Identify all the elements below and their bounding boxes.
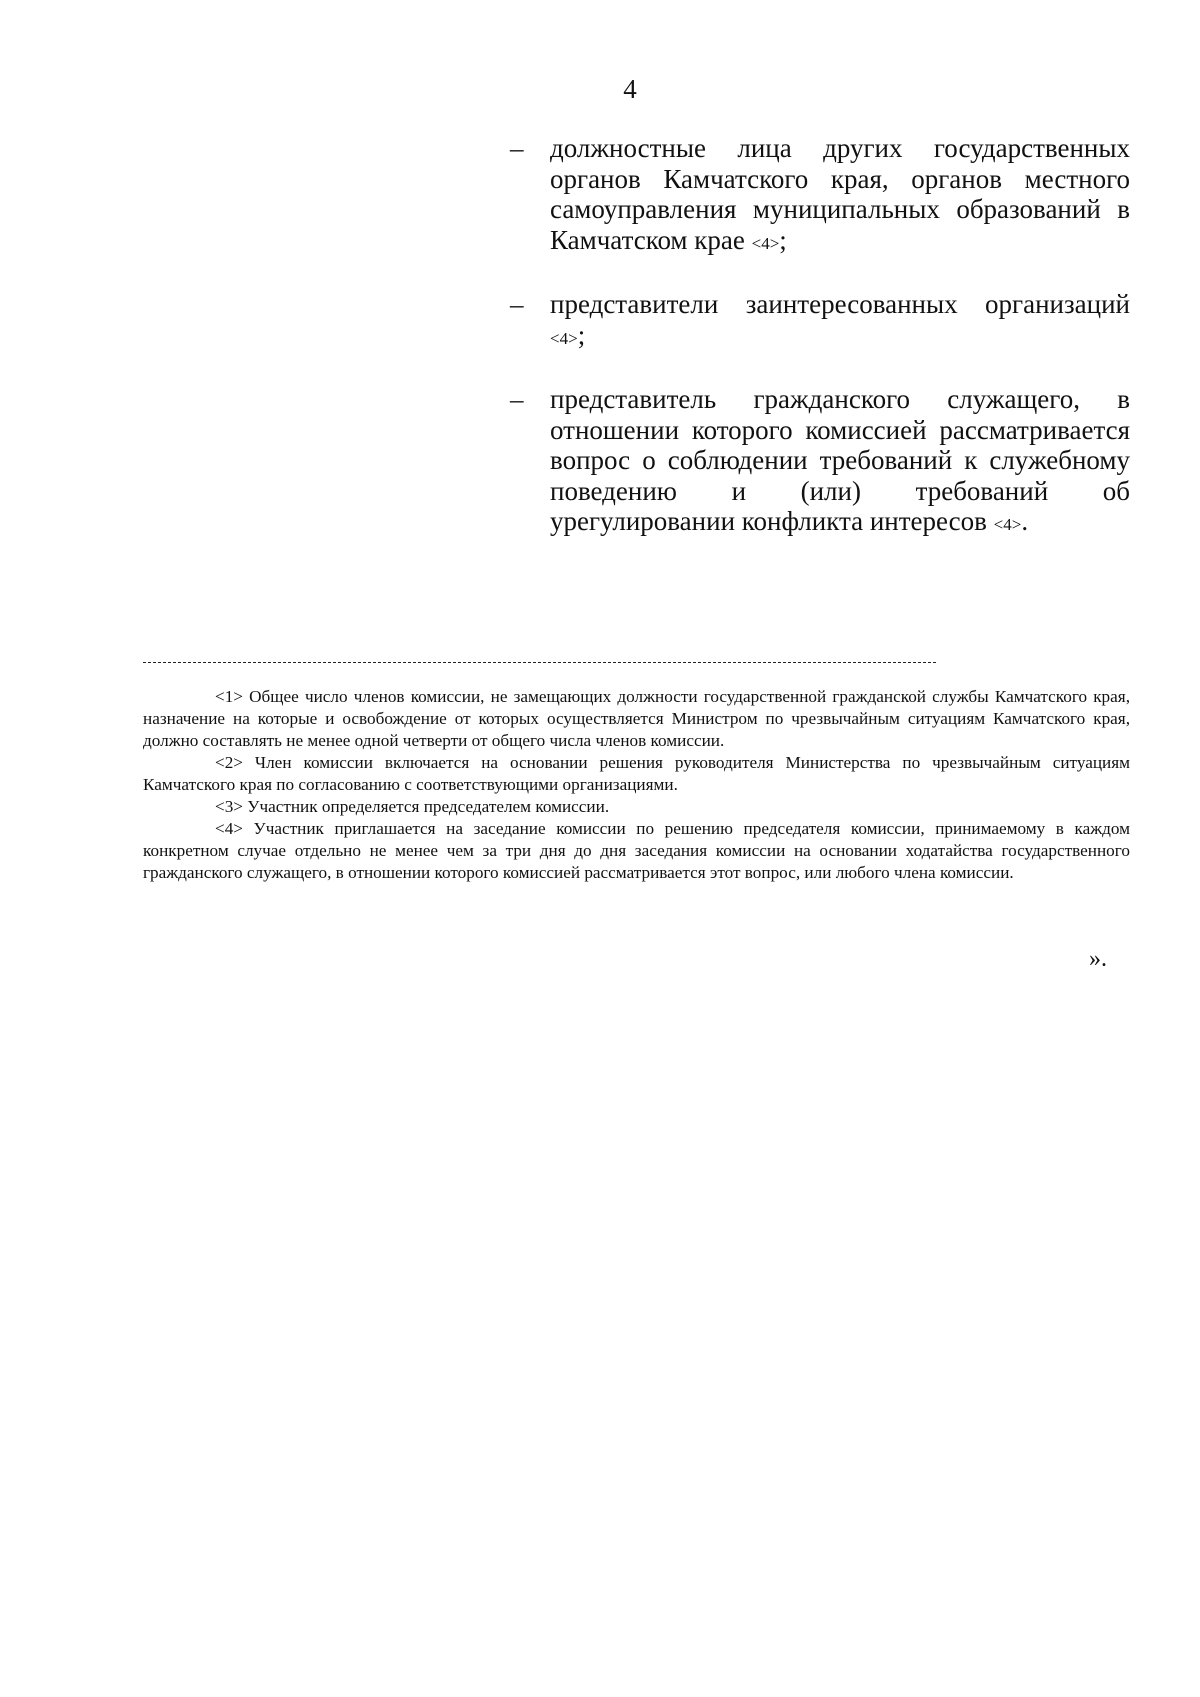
page-number: 4: [623, 74, 637, 104]
footnote-2: <2> Член комиссии включается на основании решения руководителя Министерства по чрезвычайным ситуациям Камчатского края по согласованию с соответствующими организациями.: [143, 753, 1130, 794]
list-item-body: представитель гражданского служащего, в отношении которого комиссией рассматривается вопрос о соблюдении требований к служебному поведению и (или) требований об урегулировании конфликта интересов: [550, 384, 1130, 536]
footnote-ref: <4>: [993, 515, 1022, 534]
footnote-separator: [143, 662, 936, 663]
list-dash: –: [510, 133, 524, 163]
list-item-end: ;: [779, 224, 787, 255]
list-item-end: ;: [577, 319, 586, 350]
list-item: [510, 133, 1130, 259]
list-item: [510, 384, 1130, 541]
closing-quote: ».: [1089, 946, 1107, 972]
list-item-text: [550, 384, 1130, 541]
footnote-4: <4> Участник приглашается на заседание комиссии по решению председателя комиссии, принимаемому в каждом конкретном случае отдельно не менее чем за три дня до дня заседания комиссии на основании ходатайства государственного гражданского служащего, в отношении которого комиссией рассматривается этот вопрос, или любого члена комиссии.: [143, 819, 1130, 882]
participant-list: [510, 133, 1130, 571]
list-dash: –: [510, 384, 524, 414]
list-item-body: представители заинтересованных организаций: [550, 289, 1130, 319]
footnote-ref: <4>: [751, 233, 780, 253]
footnote-ref: <4>: [550, 328, 578, 348]
list-item: [510, 289, 1130, 354]
list-item-end: .: [1021, 506, 1029, 536]
list-item-body: должностные лица других государственных органов Камчатского края, органов местного самоуправления муниципальных образований в Камчатском крае: [550, 133, 1130, 255]
footnote-1: <1> Общее число членов комиссии, не замещающих должности государственной гражданской службы Камчатского края, назначение на которые и освобождение от которых осуществляется Министром по чрезвычайным ситуациям Камчатского края, должно составлять не менее одной четверти от общего числа членов комиссии.: [143, 687, 1130, 750]
list-dash: –: [510, 289, 524, 319]
footnotes: [143, 686, 1130, 884]
list-item-text: [550, 133, 1130, 259]
footnote-3: <3> Участник определяется председателем комиссии.: [215, 797, 610, 816]
list-item-text: [550, 289, 1130, 354]
